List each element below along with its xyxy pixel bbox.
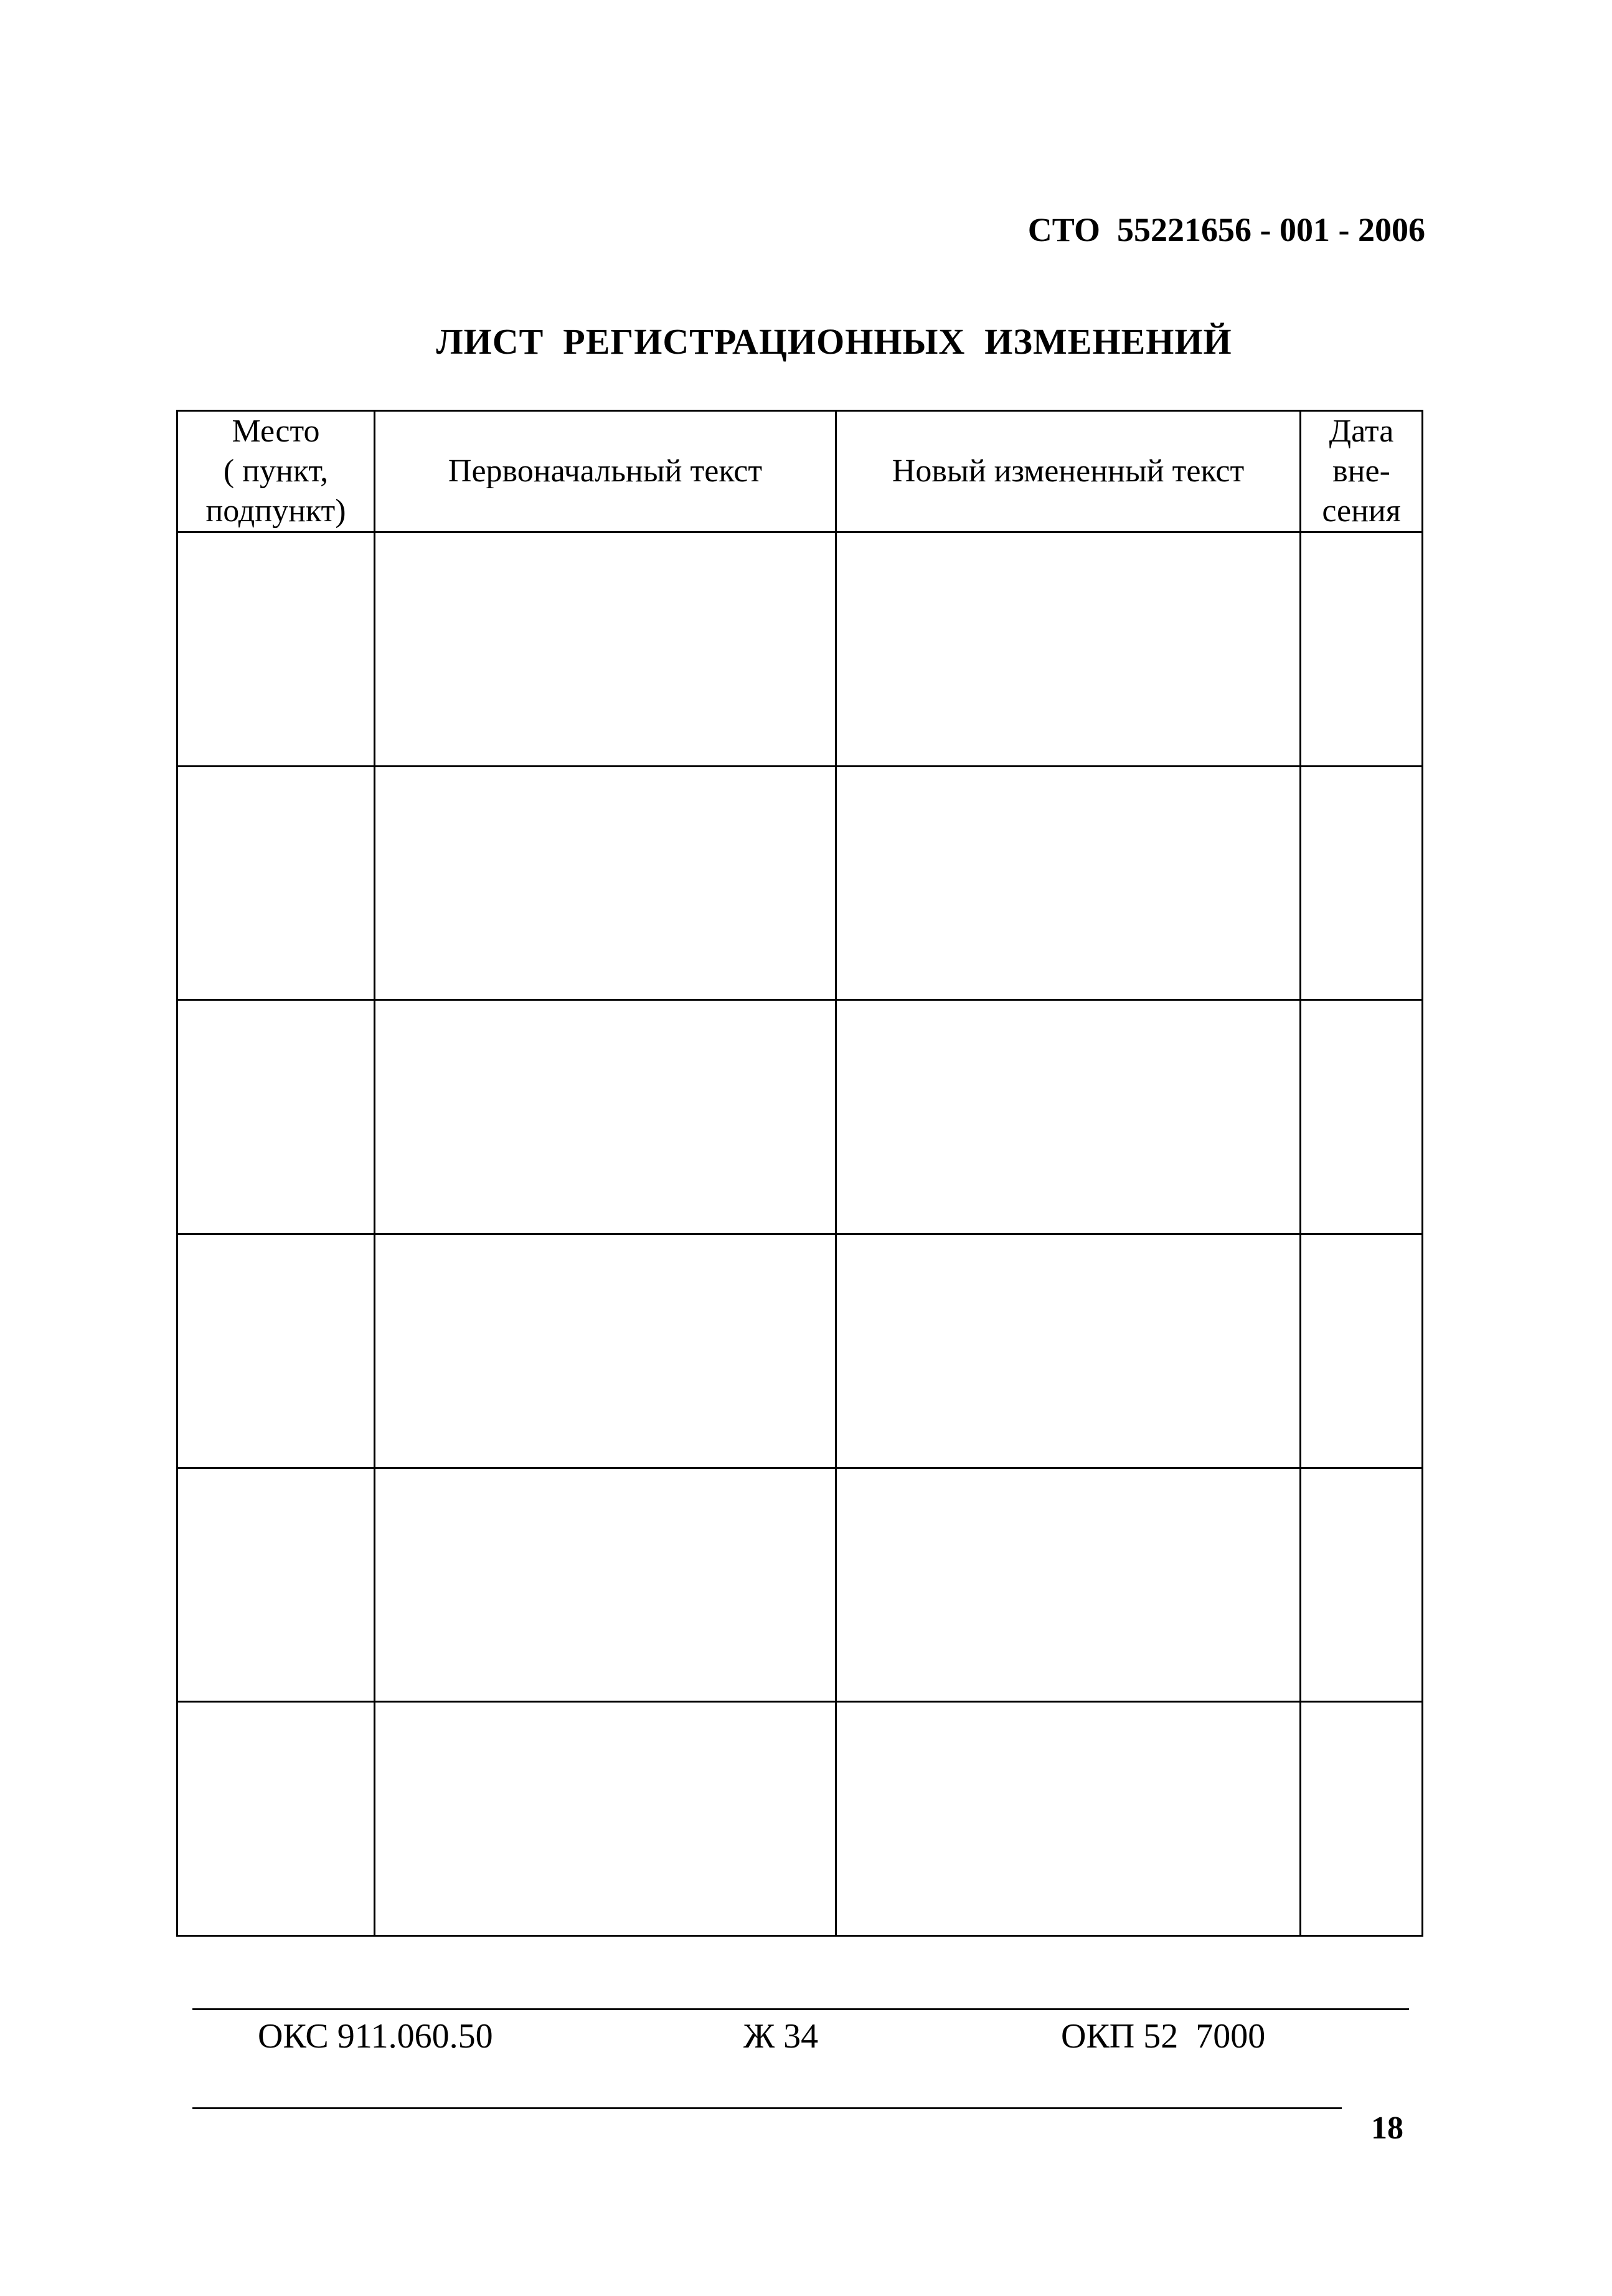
cell-new-text bbox=[836, 1234, 1301, 1468]
cell-new-text bbox=[836, 532, 1301, 767]
cell-original-text bbox=[375, 1702, 836, 1936]
cell-date bbox=[1301, 1000, 1423, 1234]
cell-original-text bbox=[375, 1234, 836, 1468]
cell-date bbox=[1301, 532, 1423, 767]
cell-new-text bbox=[836, 766, 1301, 1000]
cell-original-text bbox=[375, 1000, 836, 1234]
column-header-original-text: Первоначальный текст bbox=[375, 411, 836, 532]
zh-code: Ж 34 bbox=[743, 2017, 819, 2056]
document-code: СТО 55221656 - 001 - 2006 bbox=[1027, 211, 1425, 248]
cell-place bbox=[177, 766, 375, 1000]
footer-bottom-rule bbox=[192, 2107, 1342, 2109]
table-row bbox=[177, 1468, 1423, 1702]
cell-place bbox=[177, 1234, 375, 1468]
sheet-title bbox=[0, 321, 1612, 362]
cell-place bbox=[177, 1702, 375, 1936]
table-row bbox=[177, 532, 1423, 767]
cell-place bbox=[177, 1000, 375, 1234]
column-header-date: Дата вне- сения bbox=[1301, 411, 1423, 532]
cell-original-text bbox=[375, 766, 836, 1000]
page-number: 18 bbox=[1371, 2110, 1403, 2146]
sheet-title-text: ЛИСТ РЕГИСТРАЦИОННЫХ ИЗМЕНЕНИЙ bbox=[436, 321, 1232, 362]
cell-date bbox=[1301, 1468, 1423, 1702]
table-header-row bbox=[177, 411, 1423, 532]
cell-new-text bbox=[836, 1702, 1301, 1936]
column-header-new-text: Новый измененный текст bbox=[836, 411, 1301, 532]
cell-new-text bbox=[836, 1000, 1301, 1234]
cell-date bbox=[1301, 1702, 1423, 1936]
registration-table bbox=[176, 410, 1423, 1937]
table-row bbox=[177, 1000, 1423, 1234]
column-header-place: Место ( пункт, подпункт) bbox=[177, 411, 375, 532]
cell-date bbox=[1301, 1234, 1423, 1468]
footer-top-rule bbox=[192, 2008, 1409, 2010]
table-row bbox=[177, 1234, 1423, 1468]
table-row bbox=[177, 766, 1423, 1000]
cell-new-text bbox=[836, 1468, 1301, 1702]
cell-place bbox=[177, 1468, 375, 1702]
cell-original-text bbox=[375, 532, 836, 767]
okp-code: ОКП 52 7000 bbox=[1061, 2017, 1266, 2056]
cell-date bbox=[1301, 766, 1423, 1000]
table-row bbox=[177, 1702, 1423, 1936]
cell-original-text bbox=[375, 1468, 836, 1702]
cell-place bbox=[177, 532, 375, 767]
oks-code: ОКС 911.060.50 bbox=[258, 2017, 493, 2056]
